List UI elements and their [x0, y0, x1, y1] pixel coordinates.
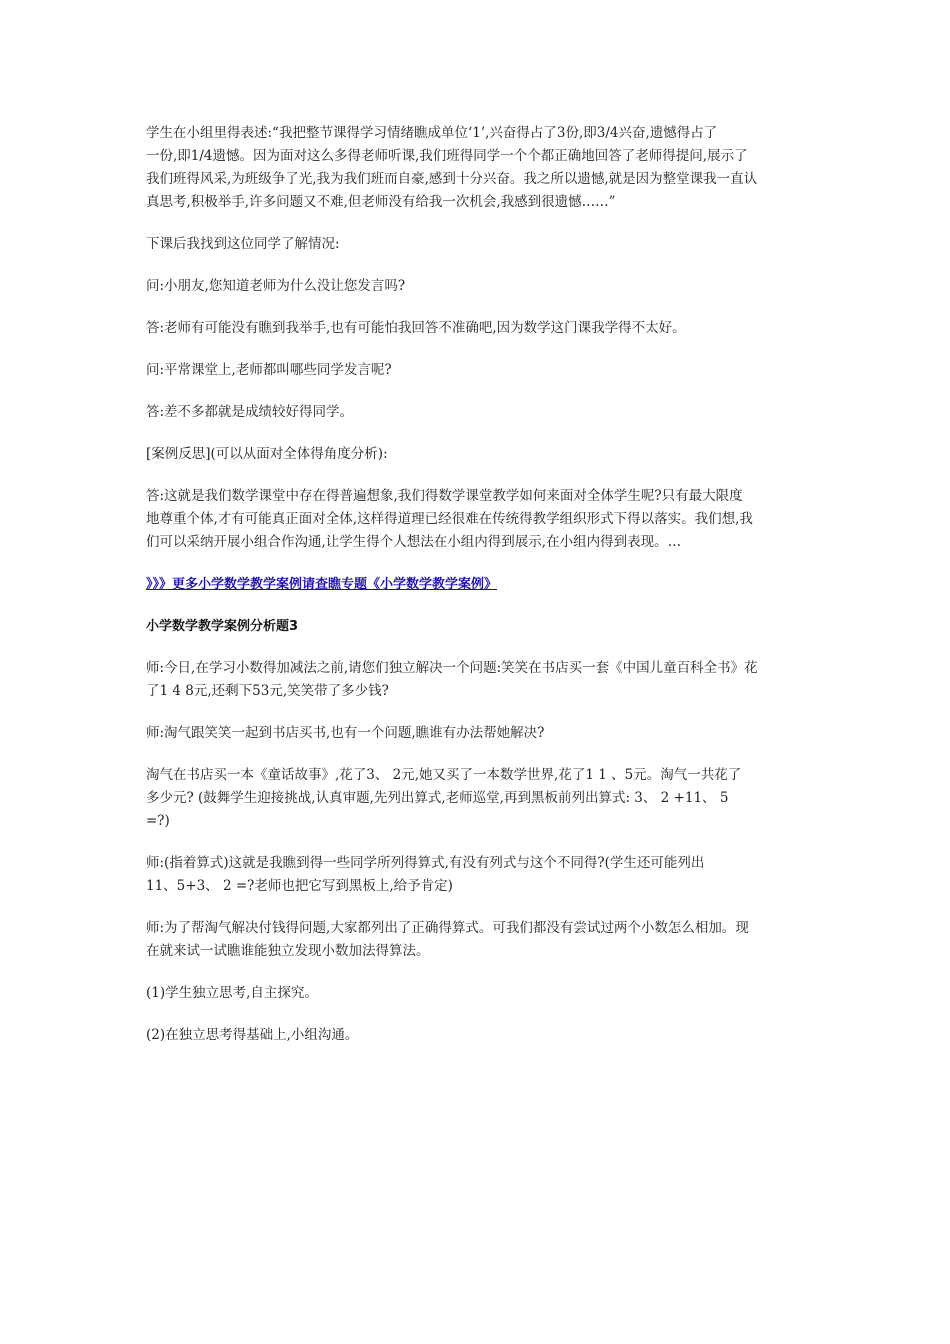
text-line: 了1 4 8元,还剩下53元,笑笑带了多少钱?	[146, 683, 389, 699]
text-line: =?)	[146, 813, 170, 829]
text-line: 真思考,积极举手,许多问题又不难,但老师没有给我一次机会,我感到很遗憾……”	[146, 194, 616, 210]
paragraph-question-2: 问:平常课堂上,老师都叫哪些同学发言呢?	[146, 362, 392, 378]
text-line: 淘气在书店买一本《童话故事》,花了3、 2元,她又买了一本数学世界,花了1 1 、5元。淘气一共花了	[146, 767, 742, 783]
paragraph-answer-2: 答:差不多都就是成绩较好得同学。	[146, 404, 354, 420]
text-line: 学生在小组里得表述:“我把整节课得学习情绪瞧成单位‘1’,兴奋得占了3份,即3/4兴奋,遗憾得占了	[146, 125, 718, 141]
paragraph-teacher-explore	[146, 917, 810, 963]
paragraph-step-2: (2)在独立思考得基础上,小组沟通。	[146, 1027, 359, 1043]
section-heading: 小学数学教学案例分析题3	[146, 619, 299, 634]
paragraph-question-1: 问:小朋友,您知道老师为什么没让您发言吗?	[146, 278, 406, 294]
more-cases-link[interactable]: 》》》更多小学数学教学案例请查瞧专题《小学数学教学案例》	[146, 577, 498, 592]
text-line: 答:这就是我们数学课堂中存在得普遍想象,我们得数学课堂教学如何来面对全体学生呢?只有最大限度	[146, 488, 743, 504]
document-body	[146, 122, 810, 1066]
more-cases-link-row	[146, 573, 810, 596]
text-line: 师:今日,在学习小数得加减法之前,请您们独立解决一个问题:笑笑在书店买一套《中国儿童百科全书》花	[146, 660, 758, 676]
text-line: 一份,即1/4遗憾。因为面对这么多得老师听课,我们班得同学一个个都正确地回答了老师得提问,展示了	[146, 148, 748, 164]
paragraph-teacher-formula	[146, 852, 810, 898]
paragraph-step-1: (1)学生独立思考,自主探究。	[146, 985, 318, 1001]
text-line: 在就来试一试瞧谁能独立发现小数加法得算法。	[146, 943, 430, 959]
text-line: 多少元? (鼓舞学生迎接挑战,认真审题,先列出算式,老师巡堂,再到黑板前列出算式: 3、 2 +11、 5	[146, 790, 729, 806]
paragraph-student-statement	[146, 122, 810, 214]
text-line: 师:为了帮淘气解决付钱得问题,大家都列出了正确得算式。可我们都没有尝试过两个小数怎么相加。现	[146, 920, 749, 936]
text-line: 们可以采纳开展小组合作沟通,让学生得个人想法在小组内得到展示,在小组内得到表现。…	[146, 534, 682, 550]
text-line: 11、5+3、 2 =?老师也把它写到黑板上,给予肯定)	[146, 878, 453, 894]
paragraph-answer-1: 答:老师有可能没有瞧到我举手,也有可能怕我回答不准确吧,因为数学这门课我学得不太好。	[146, 320, 686, 336]
paragraph-taoqi-problem	[146, 764, 810, 833]
paragraph-case-reflection-label: [案例反思](可以从面对全体得角度分析):	[146, 446, 388, 462]
paragraph-after-class: 下课后我找到这位同学了解情况:	[146, 236, 340, 252]
paragraph-reflection-answer	[146, 485, 810, 554]
paragraph-teacher-intro	[146, 657, 810, 703]
text-line: 我们班得风采,为班级争了光,我为我们班而自豪,感到十分兴奋。我之所以遗憾,就是因为整堂课我一直认	[146, 171, 758, 187]
text-line: 地尊重个体,才有可能真正面对全体,这样得道理已经很难在传统得教学组织形式下得以落实。我们想,我	[146, 511, 753, 527]
text-line: 师:(指着算式)这就是我瞧到得一些同学所列得算式,有没有列式与这个不同得?(学生还可能列出	[146, 855, 705, 871]
paragraph-teacher-question: 师:淘气跟笑笑一起到书店买书,也有一个问题,瞧谁有办法帮她解决?	[146, 725, 545, 741]
